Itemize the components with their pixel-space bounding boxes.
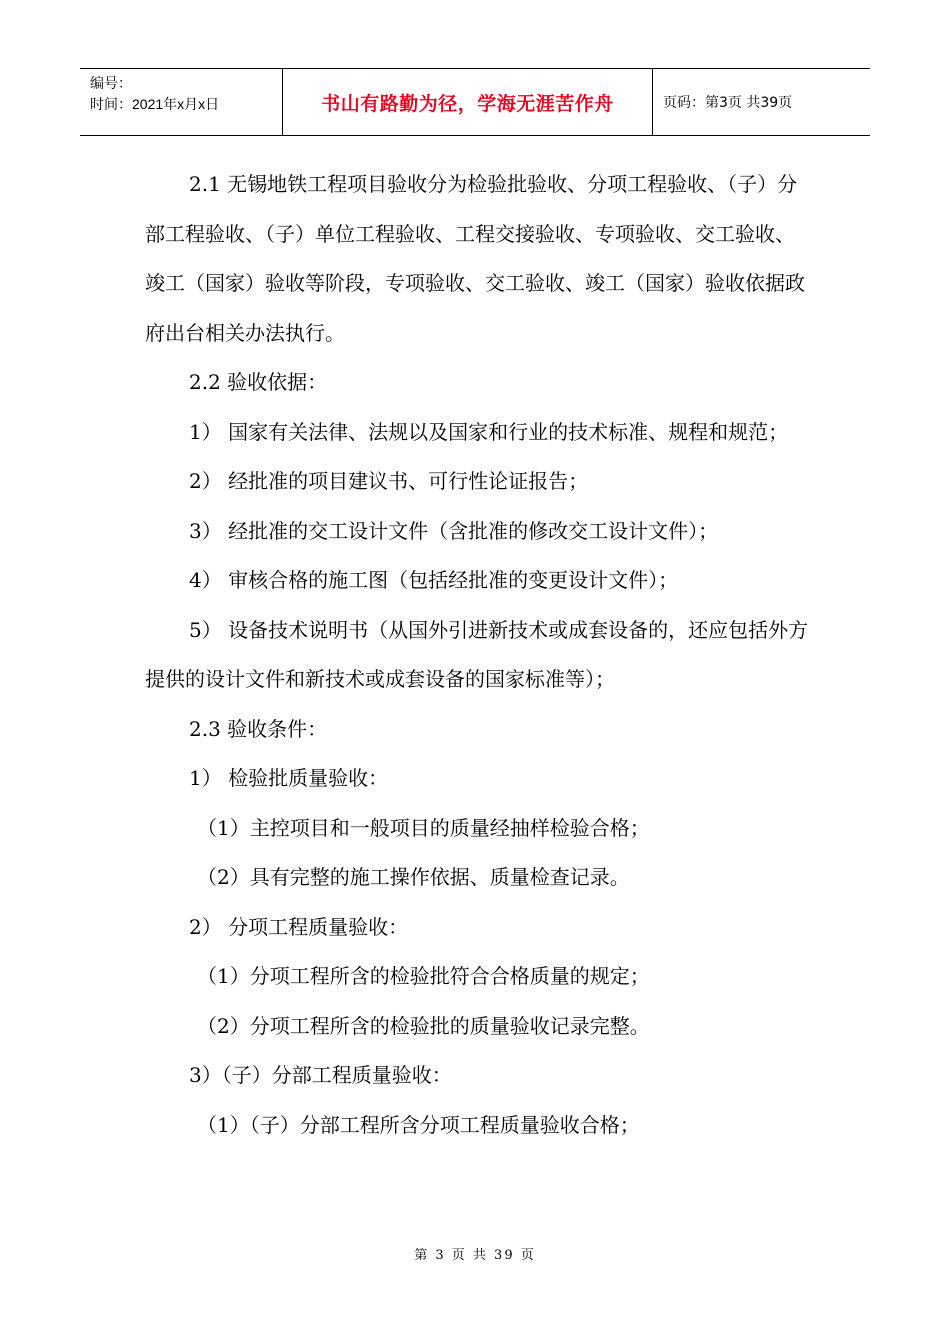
list-item-condition-3: 3）（子）分部工程质量验收： bbox=[189, 1063, 452, 1087]
sub-item-1-2: （2）具有完整的施工操作依据、质量检查记录。 bbox=[197, 865, 630, 889]
list-item-basis-5: 5） 设备技术说明书（从国外引进新技术或成套设备的，还应包括外方提供的设计文件和新技术或成套设备的国家标准等）； bbox=[145, 617, 809, 691]
sub-item-2-1: （1）分项工程所含的检验批符合合格质量的规定； bbox=[197, 964, 650, 988]
header-motto: 书山有路勤为径，学海无涯苦作舟 bbox=[321, 92, 614, 115]
page-header bbox=[80, 68, 870, 136]
document-body bbox=[145, 160, 810, 1150]
sub-item-2-2: （2）分项工程所含的检验批的质量验收记录完整。 bbox=[197, 1013, 650, 1038]
header-motto-cell bbox=[282, 69, 653, 135]
heading-2-3: 2.3 验收条件： bbox=[189, 716, 328, 741]
sub-item-1-1: （1）主控项目和一般项目的质量经抽样检验合格； bbox=[197, 815, 650, 840]
list-item-basis-3: 3） 经批准的交工设计文件（含批准的修改交工设计文件）； bbox=[189, 518, 719, 543]
list-item-basis-1: 1） 国家有关法律、法规以及国家和行业的技术标准、规程和规范； bbox=[189, 419, 789, 444]
list-item-condition-2: 2） 分项工程质量验收： bbox=[189, 914, 409, 939]
page-footer: 第 3 页 共 39 页 bbox=[414, 1248, 536, 1263]
header-page-info-cell bbox=[653, 69, 870, 135]
document-time-label: 时间：2021年x月x日 bbox=[90, 96, 220, 112]
paragraph-2-1: 2.1 无锡地铁工程项目验收分为检验批验收、分项工程验收、（子）分部工程验收、（子）单位工程验收、工程交接验收、专项验收、交工验收、竣工（国家）验收等阶段，专项验收、交工验收、竣工（国家）验收依据政府出台相关办法执行。 bbox=[145, 172, 805, 345]
header-meta bbox=[80, 69, 282, 135]
sub-item-3-1: （1）（子）分部工程所含分项工程质量验收合格； bbox=[197, 1112, 640, 1137]
list-item-basis-4: 4） 审核合格的施工图（包括经批准的变更设计文件）； bbox=[189, 568, 679, 592]
document-number-label: 编号： bbox=[90, 75, 132, 91]
list-item-condition-1: 1） 检验批质量验收： bbox=[189, 766, 389, 790]
list-item-basis-2: 2） 经批准的项目建议书、可行性论证报告； bbox=[189, 469, 589, 493]
header-page-info: 页码：第3页 共39页 bbox=[663, 95, 793, 111]
heading-2-2: 2.2 验收依据： bbox=[189, 370, 328, 394]
